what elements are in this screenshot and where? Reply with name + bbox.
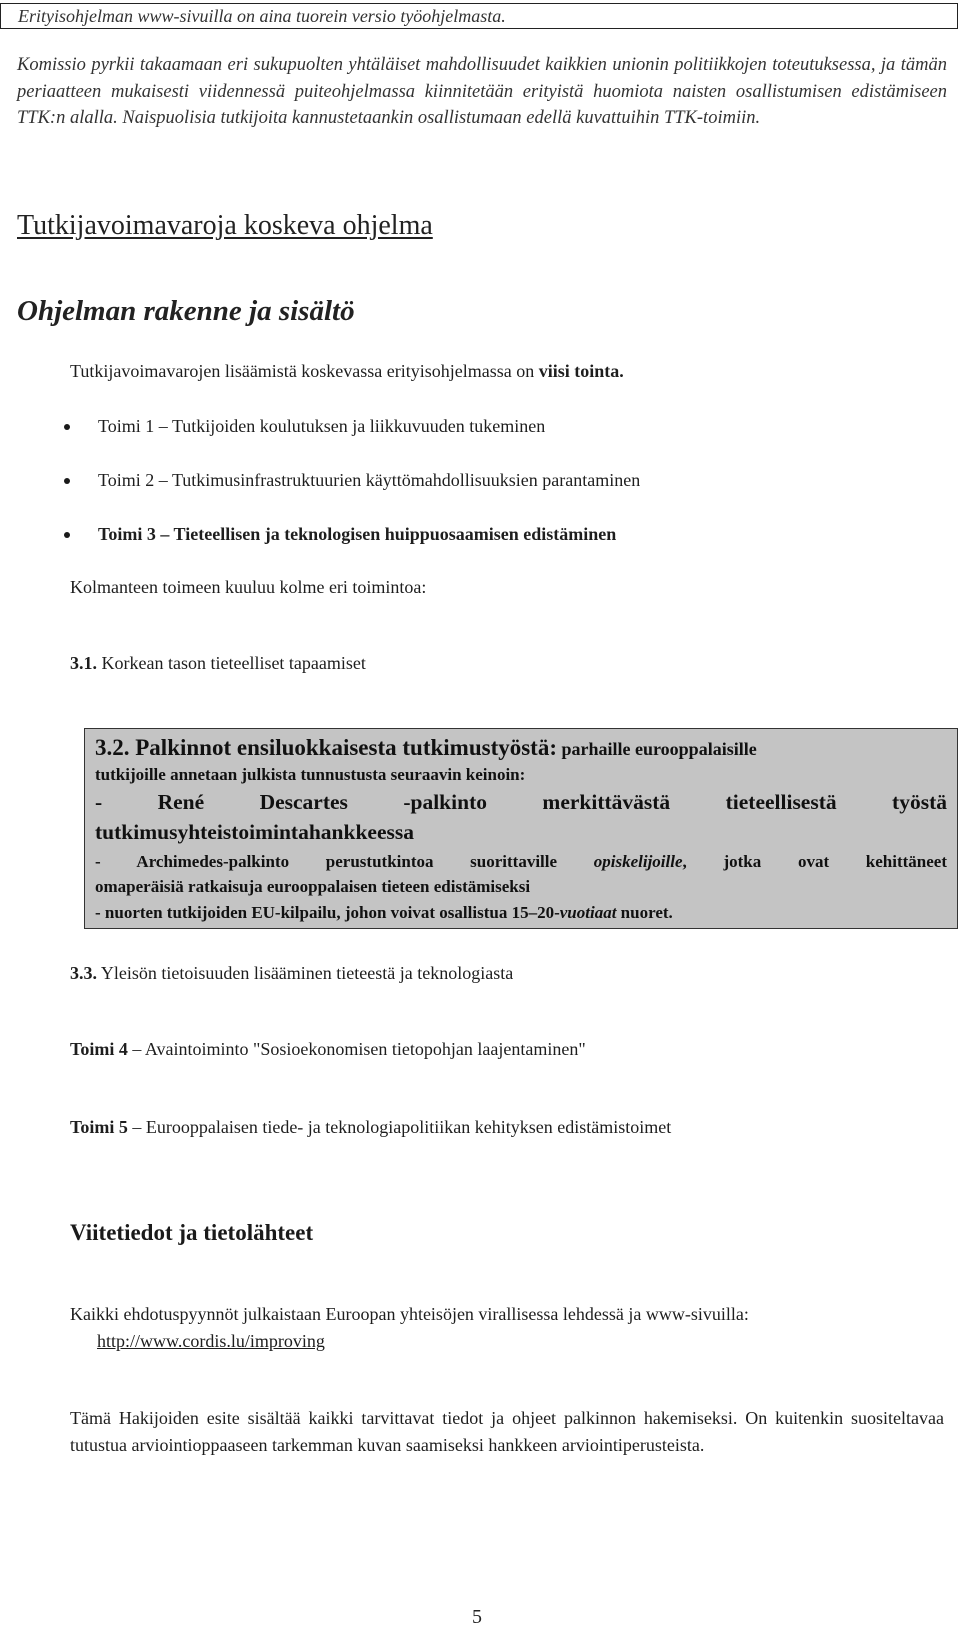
descartes-prize-line: - René Descartes -palkinto merkittävästä tieteellisestä työstä bbox=[95, 790, 947, 814]
bullet-icon bbox=[64, 532, 70, 538]
action-code: Toimi 5 bbox=[70, 1117, 128, 1137]
action-dash: – bbox=[127, 1039, 145, 1059]
bullet-icon bbox=[64, 478, 70, 484]
references-line: Kaikki ehdotuspyynnöt julkaistaan Euroopan yhteisöjen virallisessa lehdessä ja www-sivuilla: bbox=[70, 1304, 749, 1324]
third-action-intro: Kolmanteen toimeen kuuluu kolme eri toimintoa: bbox=[70, 577, 427, 597]
awards-number: 3.2. bbox=[95, 735, 130, 760]
action-dash: – bbox=[154, 470, 172, 490]
descartes-prize-line-2: tutkimusyhteistoimintahankkeessa bbox=[95, 820, 414, 844]
eu-contest-text-a: - nuorten tutkijoiden EU-kilpailu, johon voivat osallistua 15–20- bbox=[95, 903, 560, 922]
awards-highlight-box bbox=[84, 728, 958, 929]
references-title: Viitetiedot ja tietolähteet bbox=[70, 1220, 314, 1245]
action-dash: – bbox=[154, 416, 172, 436]
header-note: Erityisohjelman www-sivuilla on aina tuorein versio työohjelmasta. bbox=[18, 6, 506, 26]
sub-action-number: 3.3. bbox=[70, 963, 97, 983]
bullet-icon bbox=[64, 424, 70, 430]
header-note-box bbox=[0, 3, 958, 29]
awards-heading-rest: parhaille eurooppalaisille bbox=[557, 739, 757, 759]
action-text: Tieteellisen ja teknologisen huippuosaamisen edistäminen bbox=[173, 524, 617, 544]
sub-action-text: Yleisön tietoisuuden lisääminen tieteestä ja teknologiasta bbox=[97, 963, 514, 983]
eu-contest-text-em: vuotiaat bbox=[559, 903, 617, 922]
action-text: Eurooppalaisen tiede- ja teknologiapolitiikan kehityksen edistämistoimet bbox=[145, 1117, 672, 1137]
structure-lead-text: Tutkijavoimavarojen lisäämistä koskevassa erityisohjelmassa on bbox=[70, 361, 539, 381]
action-text: Tutkimusinfrastruktuurien käyttömahdollisuuksien parantaminen bbox=[171, 470, 641, 490]
awards-heading bbox=[95, 735, 757, 761]
action-item-3 bbox=[98, 523, 616, 545]
action-item-1 bbox=[98, 415, 545, 437]
intro-paragraph: Komissio pyrkii takaamaan eri sukupuolten yhtäläiset mahdollisuudet kaikkien unionin politiikkojen toteutuksessa, ja tämän periaatteen mukaisesti viidennessä puiteohjelmassa kiinnitetään erityistä huomiota naisten osallistumisen edistämiseen TTK:n alalla. Naispuolisia tutkijoita kannustetaankin osallistumaan edellä kuvattuihin TTK-toimiin. bbox=[17, 55, 947, 128]
archimedes-text-a: - Archimedes-palkinto perustutkintoa suorittaville bbox=[95, 852, 594, 871]
action-item-5 bbox=[70, 1116, 671, 1138]
sub-action-number: 3.1. bbox=[70, 653, 97, 673]
references-paragraph: Tämä Hakijoiden esite sisältää kaikki tarvittavat tiedot ja ohjeet palkinnon hakemiseksi. On kuitenkin suositeltavaa tutustua arviointioppaaseen tarkemman kuvan saamiseksi hankkeen arviointiperusteista. bbox=[70, 1408, 944, 1455]
sub-action-3-1 bbox=[70, 652, 366, 674]
action-text: Avaintoiminto "Sosioekonomisen tietopohjan laajentaminen" bbox=[144, 1039, 586, 1059]
archimedes-text-b: , jotka ovat kehittäneet bbox=[682, 852, 947, 871]
archimedes-prize-line-2: omaperäisiä ratkaisuja eurooppalaisen tieteen edistämiseksi bbox=[95, 877, 531, 896]
archimedes-prize-line bbox=[95, 852, 947, 872]
archimedes-text-em: opiskelijoille bbox=[593, 852, 683, 871]
section-title: Tutkijavoimavaroja koskeva ohjelma bbox=[17, 210, 433, 241]
eu-contest-text-b: nuoret. bbox=[616, 903, 673, 922]
action-dash: – bbox=[127, 1117, 146, 1137]
awards-title: Palkinnot ensiluokkaisesta tutkimustyöstä: bbox=[129, 735, 557, 760]
subsection-title: Ohjelman rakenne ja sisältö bbox=[17, 295, 355, 327]
sub-action-text: Korkean tason tieteelliset tapaamiset bbox=[97, 653, 366, 673]
action-item-2 bbox=[98, 469, 640, 491]
page-number: 5 bbox=[472, 1606, 482, 1628]
action-dash: – bbox=[155, 524, 174, 544]
awards-line-2: tutkijoille annetaan julkista tunnustusta seuraavin keinoin: bbox=[95, 765, 526, 784]
action-code: Toimi 1 bbox=[98, 416, 155, 436]
structure-lead bbox=[70, 360, 624, 382]
cordis-link[interactable]: http://www.cordis.lu/improving bbox=[97, 1331, 325, 1351]
action-text: Tutkijoiden koulutuksen ja liikkuvuuden tukeminen bbox=[171, 416, 546, 436]
action-code: Toimi 4 bbox=[70, 1039, 128, 1059]
action-item-4 bbox=[70, 1038, 586, 1060]
action-code: Toimi 3 bbox=[98, 524, 156, 544]
structure-lead-bold: viisi tointa bbox=[538, 361, 620, 381]
eu-contest-line bbox=[95, 903, 673, 923]
action-code: Toimi 2 bbox=[98, 470, 155, 490]
sub-action-3-3 bbox=[70, 962, 513, 984]
structure-lead-end: . bbox=[619, 361, 624, 381]
